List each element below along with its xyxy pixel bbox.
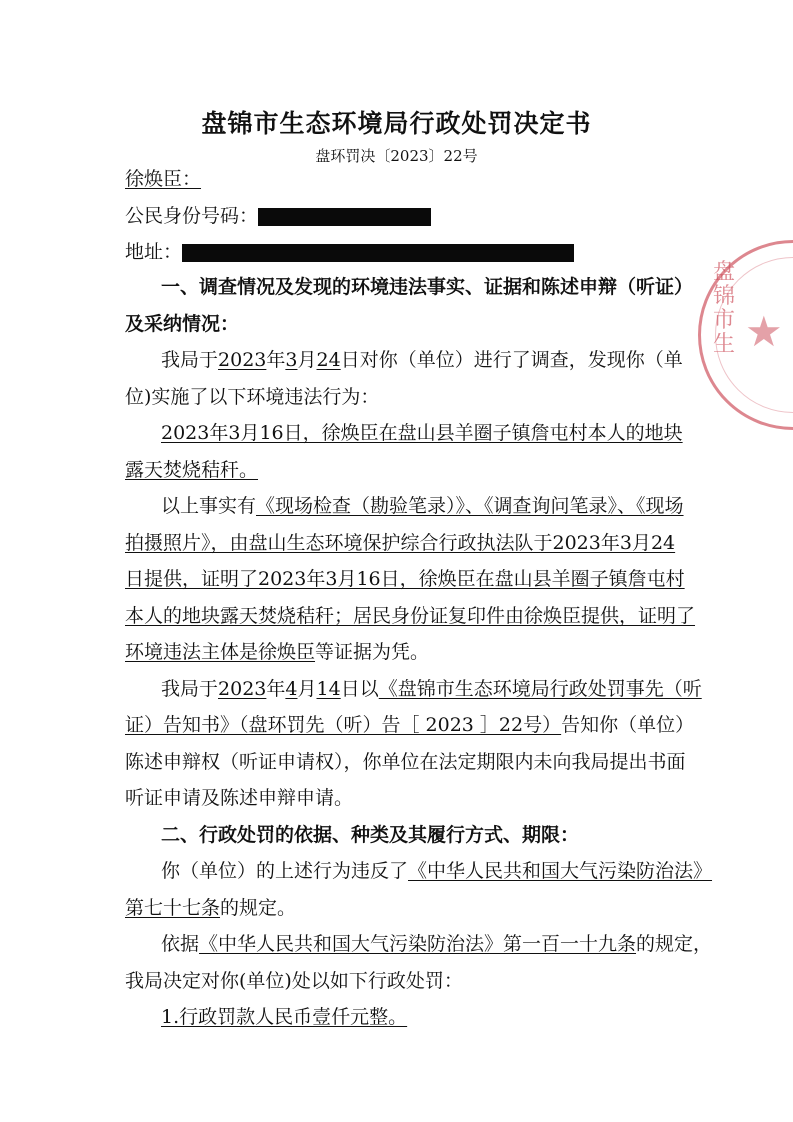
evidence-line3: 日提供，证明了2023年3月16日，徐焕臣在盘山县羊圈子镇詹屯村 <box>125 568 685 590</box>
notice-line3: 陈述申辩权（听证申请权），你单位在法定期限内未向我局提出书面 <box>125 751 686 773</box>
party-name <box>125 166 201 192</box>
investigation-month: 3 <box>285 349 298 371</box>
violation-basis-line2 <box>125 895 296 921</box>
id-label: 公民身份号码： <box>125 205 259 227</box>
document-title: 盘锦市生态环境局行政处罚决定书 <box>201 109 592 138</box>
evidence-line5 <box>125 639 429 665</box>
basis-text: 的规定。 <box>220 897 297 919</box>
section2-heading: 二、行政处罚的依据、种类及其履行方式、期限： <box>161 824 580 846</box>
basis-text: 依据 <box>161 933 200 955</box>
address-redaction <box>182 244 574 262</box>
law-article: 第七十七条 <box>125 897 221 919</box>
party-address-line <box>125 239 574 265</box>
notice-line2 <box>125 712 694 738</box>
party-name-text: 徐焕臣： <box>125 168 202 190</box>
investigation-day: 24 <box>316 349 341 371</box>
investigation-text: 我局于 <box>161 349 219 371</box>
notice-document-number: 证）告知书》（盘环罚先（听）告［ 2023 ］22号） <box>125 714 562 736</box>
notice-text: 年 <box>266 678 286 700</box>
violation-basis-line1 <box>161 858 712 884</box>
document-number: 盘环罚决〔2023〕22号 <box>315 147 478 165</box>
investigation-text: 月 <box>297 349 317 371</box>
basis-text: 的规定， <box>636 933 713 955</box>
violation-fact-line2: 露天焚烧秸秆。 <box>125 459 259 481</box>
notice-line1 <box>161 676 702 702</box>
seal-star-icon: ★ <box>745 307 783 356</box>
notice-year: 2023 <box>218 678 267 700</box>
evidence-documents: 《现场检查（勘验笔录）》、《调查询问笔录》、《现场 <box>256 495 684 517</box>
evidence-line2: 拍摄照片》，由盘山生态环境保护综合行政执法队于2023年3月24 <box>125 532 676 554</box>
investigation-year: 2023 <box>218 349 267 371</box>
violation-fact-line1: 2023年3月16日，徐焕臣在盘山县羊圈子镇詹屯村本人的地块 <box>161 422 683 444</box>
notice-text: 月 <box>297 678 317 700</box>
party-id-line <box>125 203 431 229</box>
official-seal <box>698 240 793 430</box>
penalty-item: 1.行政罚款人民币壹仟元整。 <box>161 1006 408 1028</box>
evidence-subject: 环境违法主体是徐焕臣 <box>125 641 316 663</box>
penalty-basis-line1 <box>161 931 712 957</box>
id-redaction <box>258 208 431 226</box>
law-name: 《中华人民共和国大气污染防治法》 <box>408 860 713 882</box>
evidence-line1 <box>161 493 684 519</box>
notice-document: 《盘锦市生态环境局行政处罚事先（听 <box>378 678 702 700</box>
notice-day: 14 <box>316 678 341 700</box>
notice-text: 告知你（单位） <box>561 714 695 736</box>
investigation-line1 <box>161 347 683 373</box>
seal-text: 盘锦市生 <box>713 260 736 357</box>
penalty-basis-line2: 我局决定对你(单位)处以如下行政处罚： <box>125 970 463 992</box>
evidence-line4: 本人的地块露天焚烧秸秆；居民身份证复印件由徐焕臣提供，证明了 <box>125 605 696 627</box>
investigation-text: 日对你（单位）进行了调查，发现你（单 <box>340 349 683 371</box>
basis-text: 你（单位）的上述行为违反了 <box>161 860 409 882</box>
penalty-law-article: 《中华人民共和国大气污染防治法》第一百一十九条 <box>199 933 637 955</box>
investigation-line2: 位)实施了以下环境违法行为： <box>125 386 380 408</box>
notice-text: 我局于 <box>161 678 219 700</box>
section1-heading-line2: 及采纳情况： <box>125 313 240 335</box>
notice-text: 日以 <box>340 678 379 700</box>
notice-line4: 听证申请及陈述申辩申请。 <box>125 787 354 809</box>
investigation-text: 年 <box>266 349 286 371</box>
evidence-text: 等证据为凭。 <box>315 641 430 663</box>
notice-month: 4 <box>285 678 298 700</box>
address-label: 地址： <box>125 241 183 263</box>
evidence-text: 以上事实有 <box>161 495 257 517</box>
section1-heading-line1: 一、调查情况及发现的环境违法事实、证据和陈述申辩（听证） <box>161 276 694 298</box>
